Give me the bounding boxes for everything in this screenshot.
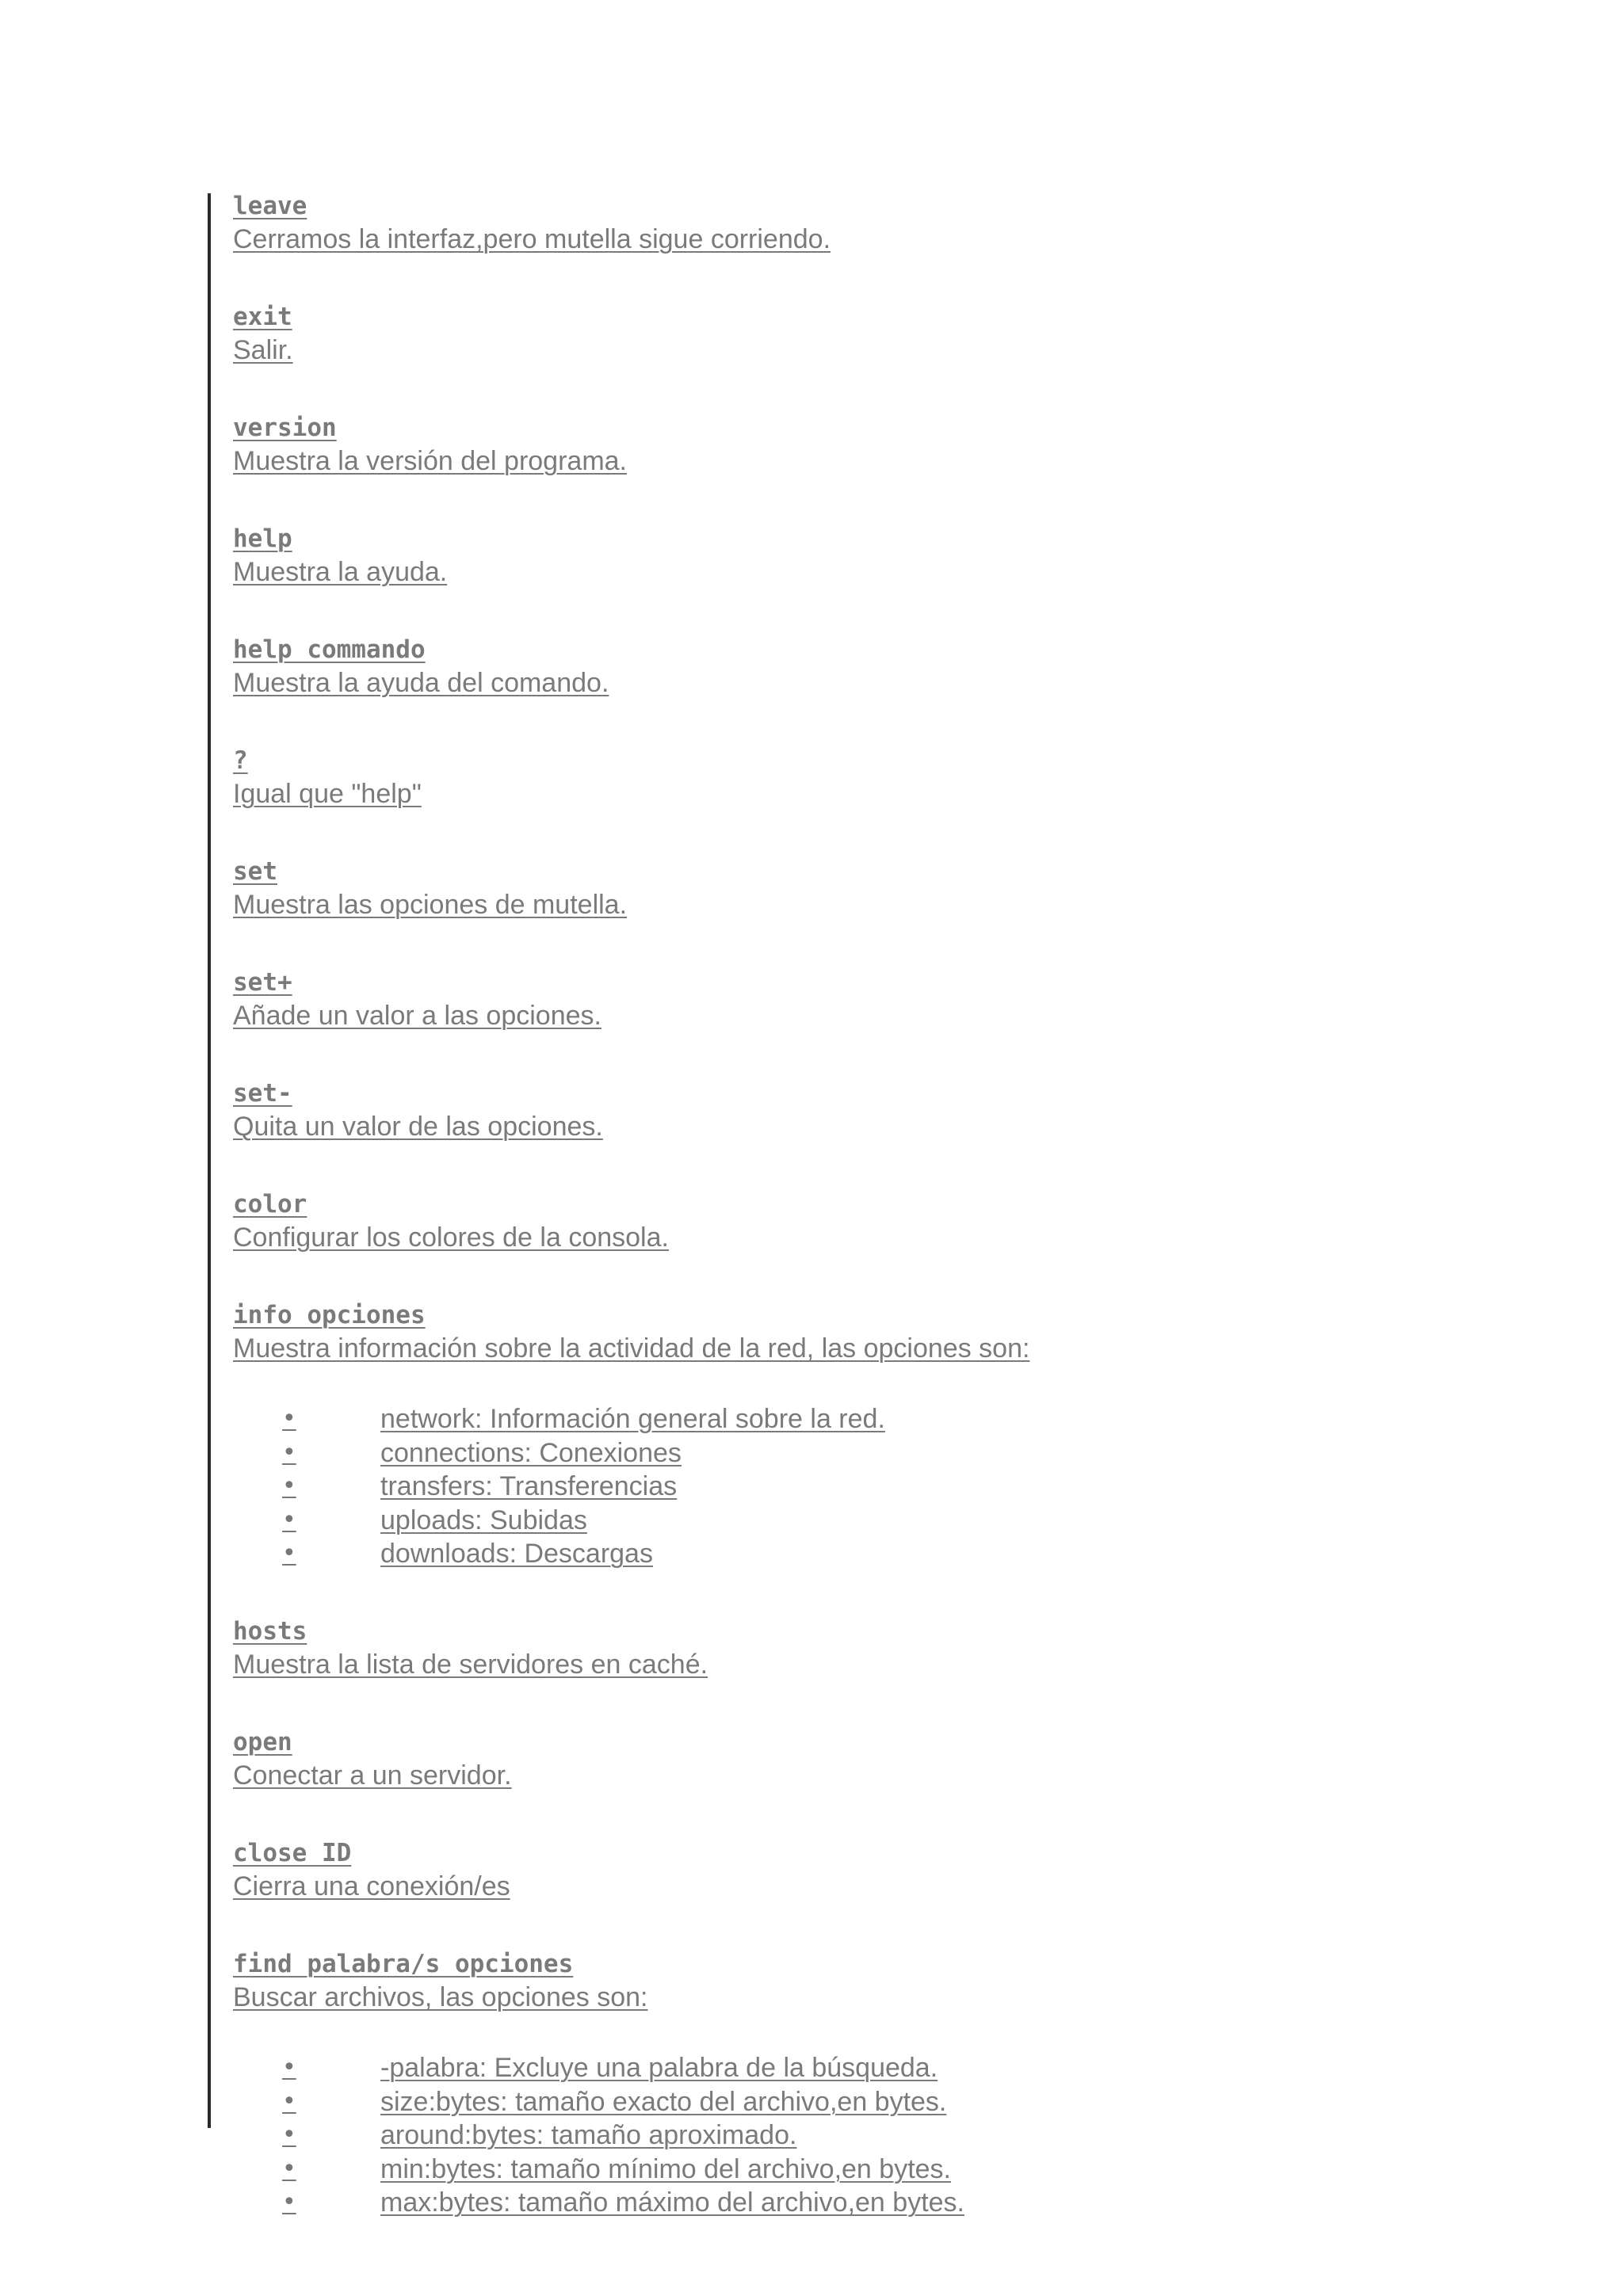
command-entry-color [233,1188,1580,1255]
command-description: Muestra las opciones de mutella. [233,890,628,920]
command-name: set+ [233,968,292,997]
option-text: -palabra: Excluye una palabra de la búsqueda. [380,2052,938,2083]
list-item [282,1504,1580,1538]
list-item [282,2051,1580,2085]
bullet-icon: • [282,2053,296,2081]
list-item [282,2186,1580,2220]
list-item [282,1470,1580,1504]
command-description: Salir. [233,335,293,365]
command-entry-hosts [233,1615,1580,1682]
command-description: Muestra la versión del programa. [233,446,628,476]
revision-change-bar [208,193,211,2128]
command-description: Quita un valor de las opciones. [233,1112,603,1142]
command-description: Configurar los colores de la consola. [233,1222,669,1253]
command-entry-leave [233,190,1580,257]
bullet-icon: • [282,1405,296,1432]
option-list [233,2051,1580,2220]
list-item [282,2153,1580,2187]
command-description: Conectar a un servidor. [233,1760,512,1791]
command-entry-find [233,1948,1580,2220]
command-entry-help-commando [233,634,1580,700]
command-entry-set-minus [233,1077,1580,1144]
option-text: size:bytes: tamaño exacto del archivo,en bytes. [380,2086,947,2117]
list-item [282,2085,1580,2119]
command-name: ? [233,746,248,775]
list-item [282,1402,1580,1436]
bullet-icon: • [282,2154,296,2183]
option-text: max:bytes: tamaño máximo del archivo,en bytes. [380,2187,964,2218]
command-entry-close [233,1837,1580,1904]
command-entry-info [233,1299,1580,1571]
option-text: min:bytes: tamaño mínimo del archivo,en bytes. [380,2153,951,2184]
bullet-icon: • [282,2087,296,2115]
option-list [233,1402,1580,1571]
command-name: color [233,1190,307,1219]
command-description: Muestra la ayuda del comando. [233,668,609,698]
bullet-icon: • [282,1505,296,1534]
option-text: network: Información general sobre la red. [380,1404,885,1434]
command-entry-exit [233,301,1580,368]
command-description: Igual que "help" [233,779,422,809]
option-text: around:bytes: tamaño aproximado. [380,2120,797,2151]
bullet-icon: • [282,1438,296,1466]
command-name: close ID [233,1838,352,1867]
command-list [233,190,1580,2264]
command-description: Cierra una conexión/es [233,1871,510,1901]
command-name: help commando [233,635,426,664]
command-entry-question [233,745,1580,811]
option-text: connections: Conexiones [380,1437,682,1468]
command-name: hosts [233,1616,307,1646]
command-name: set- [233,1079,292,1108]
command-name: leave [233,192,307,220]
list-item [282,2119,1580,2153]
command-description: Muestra la lista de servidores en caché. [233,1649,708,1680]
command-entry-open [233,1726,1580,1793]
option-text: uploads: Subidas [380,1505,587,1535]
command-name: help [233,524,292,553]
command-name: version [233,414,337,442]
command-entry-help [233,523,1580,589]
command-entry-version [233,412,1580,479]
command-entry-set [233,856,1580,922]
command-description: Muestra información sobre la actividad de la red, las opciones son: [233,1333,1030,1363]
command-entry-set-plus [233,967,1580,1033]
command-name: info opciones [233,1301,426,1329]
command-name: set [233,857,277,886]
command-description: Buscar archivos, las opciones son: [233,1981,648,2012]
option-text: transfers: Transferencias [380,1471,678,1502]
command-description: Añade un valor a las opciones. [233,1001,601,1031]
command-name: exit [233,303,292,331]
list-item [282,1537,1580,1571]
bullet-icon: • [282,1472,296,1501]
command-name: open [233,1727,292,1756]
bullet-icon: • [282,2121,296,2149]
command-description: Cerramos la interfaz,pero mutella sigue corriendo. [233,224,831,254]
bullet-icon: • [282,1539,296,1568]
command-description: Muestra la ayuda. [233,557,448,587]
bullet-icon: • [282,2188,296,2217]
command-name: find palabra/s opciones [233,1949,574,1978]
option-text: downloads: Descargas [380,1539,653,1569]
list-item [282,1436,1580,1470]
